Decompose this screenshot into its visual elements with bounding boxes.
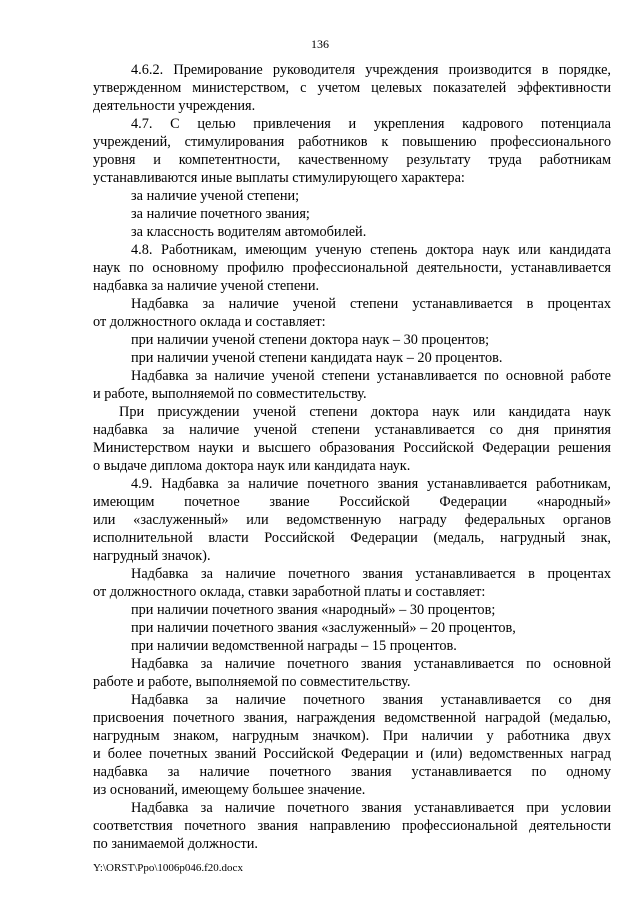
- text-line: 4.8. Работникам, имеющим ученую степень доктора наук или кандидата: [131, 242, 611, 258]
- text-line: надбавка за наличие почетного звания устанавливается по одному: [93, 764, 611, 780]
- text-line: или «заслуженный» или ведомственную награду федеральных органов: [93, 512, 611, 528]
- text-line: утвержденном министерством, с учетом целевых показателей эффективности: [93, 80, 611, 96]
- file-path-footer: Y:\ORST\Ppo\1006p046.f20.docx: [93, 862, 243, 874]
- text-line: При присуждении ученой степени доктора наук или кандидата наук: [119, 404, 611, 420]
- text-line: Министерством науки и высшего образования Российской Федерации решения: [93, 440, 611, 456]
- document-body: [93, 61, 611, 853]
- text-line: устанавливаются иные выплаты стимулирующего характера:: [93, 170, 465, 186]
- text-line: при наличии ведомственной награды – 15 процентов.: [131, 638, 457, 654]
- text-line: и работе, выполняемой по совместительству.: [93, 386, 367, 402]
- text-line: за наличие почетного звания;: [131, 206, 310, 222]
- text-line: надбавка за наличие ученой степени.: [93, 278, 320, 294]
- text-line: Надбавка за наличие ученой степени устанавливается по основной работе: [131, 368, 611, 384]
- text-line: деятельности учреждения.: [93, 98, 256, 114]
- text-line: надбавка за наличие ученой степени устанавливается со дня принятия: [93, 422, 611, 438]
- text-line: наук по основному профилю профессиональной деятельности, устанавливается: [93, 260, 611, 276]
- text-line: за наличие ученой степени;: [131, 188, 300, 204]
- text-line: имеющим почетное звание Российской Федерации «народный»: [93, 494, 611, 510]
- text-line: от должностного оклада и составляет:: [93, 314, 326, 330]
- page-number: 136: [311, 37, 329, 51]
- text-line: по занимаемой должности.: [93, 836, 258, 852]
- text-line: соответствия почетного звания направлению профессиональной деятельности: [93, 818, 611, 834]
- text-line: 4.6.2. Премирование руководителя учреждения производится в порядке,: [131, 62, 611, 78]
- text-line: от должностного оклада, ставки заработной платы и составляет:: [93, 584, 486, 600]
- text-line: 4.9. Надбавка за наличие почетного звания устанавливается работникам,: [131, 476, 611, 492]
- text-line: при наличии почетного звания «заслуженный» – 20 процентов,: [131, 620, 516, 636]
- text-line: при наличии ученой степени доктора наук – 30 процентов;: [131, 332, 490, 348]
- text-line: при наличии ученой степени кандидата наук – 20 процентов.: [131, 350, 503, 366]
- text-line: Надбавка за наличие почетного звания устанавливается со дня: [131, 692, 611, 708]
- text-line: работе и работе, выполняемой по совместительству.: [93, 674, 411, 690]
- text-line: присвоения почетного звания, награждения ведомственной наградой (медалью,: [93, 710, 611, 726]
- text-line: и более почетных званий Российской Федерации и (или) ведомственных наград: [93, 746, 611, 762]
- text-line: учреждений, стимулирования работников к повышению профессионального: [93, 134, 611, 150]
- text-line: 4.7. С целью привлечения и укрепления кадрового потенциала: [131, 116, 611, 132]
- text-line: Надбавка за наличие ученой степени устанавливается в процентах: [131, 296, 611, 312]
- text-line: за классность водителям автомобилей.: [131, 224, 367, 240]
- text-line: нагрудным знаком, нагрудным значком). При наличии у работника двух: [93, 728, 611, 744]
- text-line: Надбавка за наличие почетного звания устанавливается по основной: [131, 656, 611, 672]
- text-line: Надбавка за наличие почетного звания устанавливается при условии: [131, 800, 611, 816]
- text-line: из оснований, имеющему большее значение.: [93, 782, 366, 798]
- text-line: исполнительной власти Российской Федерации (медаль, нагрудный знак,: [93, 530, 611, 546]
- text-line: Надбавка за наличие почетного звания устанавливается в процентах: [131, 566, 611, 582]
- text-line: нагрудный значок).: [93, 548, 211, 564]
- text-line: при наличии почетного звания «народный» – 30 процентов;: [131, 602, 496, 618]
- text-line: о выдаче диплома доктора наук или кандидата наук.: [93, 458, 411, 474]
- text-line: уровня и компетентности, качественному результату труда работникам: [93, 152, 611, 168]
